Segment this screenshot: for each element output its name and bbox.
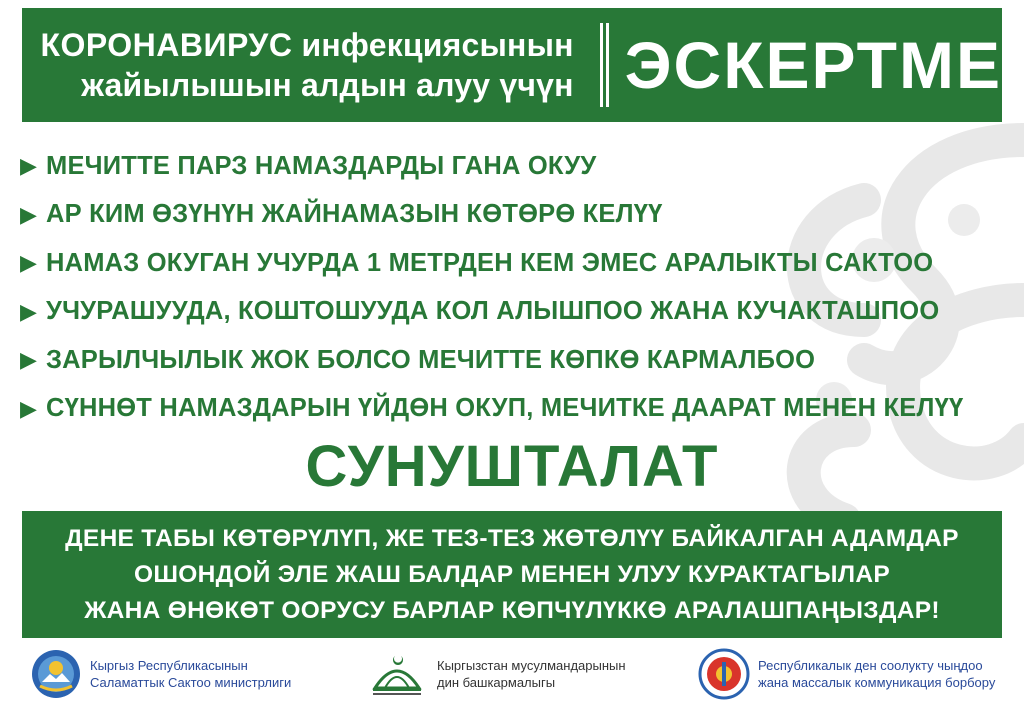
list-item: [20, 288, 1010, 337]
org3-line1: Республикалык ден соолукту чыңдоо: [758, 658, 983, 673]
warning-line-1: ДЕНЕ ТАБЫ КӨТӨРҮЛҮП, ЖЕ ТЕЗ-ТЕЗ ЖӨТӨЛҮҮ БАЙКАЛГАН АДАМДАР: [65, 524, 959, 552]
state-emblem-icon: [30, 648, 82, 700]
rules-list: [20, 142, 1010, 433]
list-item: [20, 142, 1010, 191]
rule-text: СҮННӨТ НАМАЗДАРЫН ҮЙДӨН ОКУП, МЕЧИТКЕ ДААРАТ МЕНЕН КЕЛҮҮ: [46, 394, 964, 423]
header-banner: [22, 8, 1002, 122]
header-title: ЭСКЕРТМЕ: [624, 28, 1002, 102]
rule-text: УЧУРАШУУДА, КОШТОШУУДА КОЛ АЛЫШПОО ЖАНА КУЧАКТАШПОО: [46, 297, 940, 326]
org3-line2: жана массалык коммуникация борбору: [758, 675, 996, 690]
header-line1-upper: КОРОНАВИРУС: [40, 27, 293, 63]
org2-line1: Кыргызстан мусулмандарынын: [437, 658, 626, 673]
warning-line-2: ОШОНДОЙ ЭЛЕ ЖАШ БАЛДАР МЕНЕН УЛУУ КУРАКТАГЫЛАР: [134, 560, 890, 588]
org1-line2: Саламаттык Сактоо министрлиги: [90, 675, 292, 690]
header-line2: жайылышын алдын алуу үчүн: [81, 67, 574, 103]
list-item: [20, 385, 1010, 434]
warning-band: [22, 511, 1002, 638]
header-divider: [600, 23, 603, 107]
rule-text: НАМАЗ ОКУГАН УЧУРДА 1 МЕТРДЕН КЕМ ЭМЕС АРАЛЫКТЫ САКТОО: [46, 248, 934, 277]
rule-text: АР КИМ ӨЗҮНҮН ЖАЙНАМАЗЫН КӨТӨРӨ КЕЛҮҮ: [46, 200, 663, 229]
org-ministry: [30, 648, 291, 700]
org-muftiate: [365, 648, 626, 700]
warning-line-3: ЖАНА ӨНӨКӨТ ООРУСУ БАРЛАР КӨПЧҮЛҮККӨ АРАЛАШПАҢЫЗДАР!: [84, 596, 940, 624]
header-line1-rest: инфекциясынын: [292, 27, 574, 63]
triangle-bullet-icon: ▶: [20, 250, 38, 276]
triangle-bullet-icon: ▶: [20, 395, 38, 421]
org2-line2: дин башкармалыгы: [437, 675, 556, 690]
rule-text: ЗАРЫЛЧЫЛЫК ЖОК БОЛСО МЕЧИТТЕ КӨПКӨ КАРМАЛБОО: [46, 345, 816, 374]
rule-text: МЕЧИТТЕ ПАРЗ НАМАЗДАРДЫ ГАНА ОКУУ: [46, 151, 597, 180]
triangle-bullet-icon: ▶: [20, 153, 38, 179]
org-health-center: [698, 648, 995, 700]
list-item: [20, 336, 1010, 385]
list-item: [20, 239, 1010, 288]
mosque-logo-icon: [365, 648, 429, 700]
header-subtitle: [22, 25, 594, 105]
org1-line1: Кыргыз Республикасынын: [90, 658, 248, 673]
triangle-bullet-icon: ▶: [20, 347, 38, 373]
recommendation-heading: СУНУШТАЛАТ: [305, 434, 719, 499]
triangle-bullet-icon: ▶: [20, 298, 38, 324]
health-center-logo-icon: [698, 648, 750, 700]
list-item: [20, 191, 1010, 240]
triangle-bullet-icon: ▶: [20, 201, 38, 227]
footer: [0, 640, 1024, 724]
